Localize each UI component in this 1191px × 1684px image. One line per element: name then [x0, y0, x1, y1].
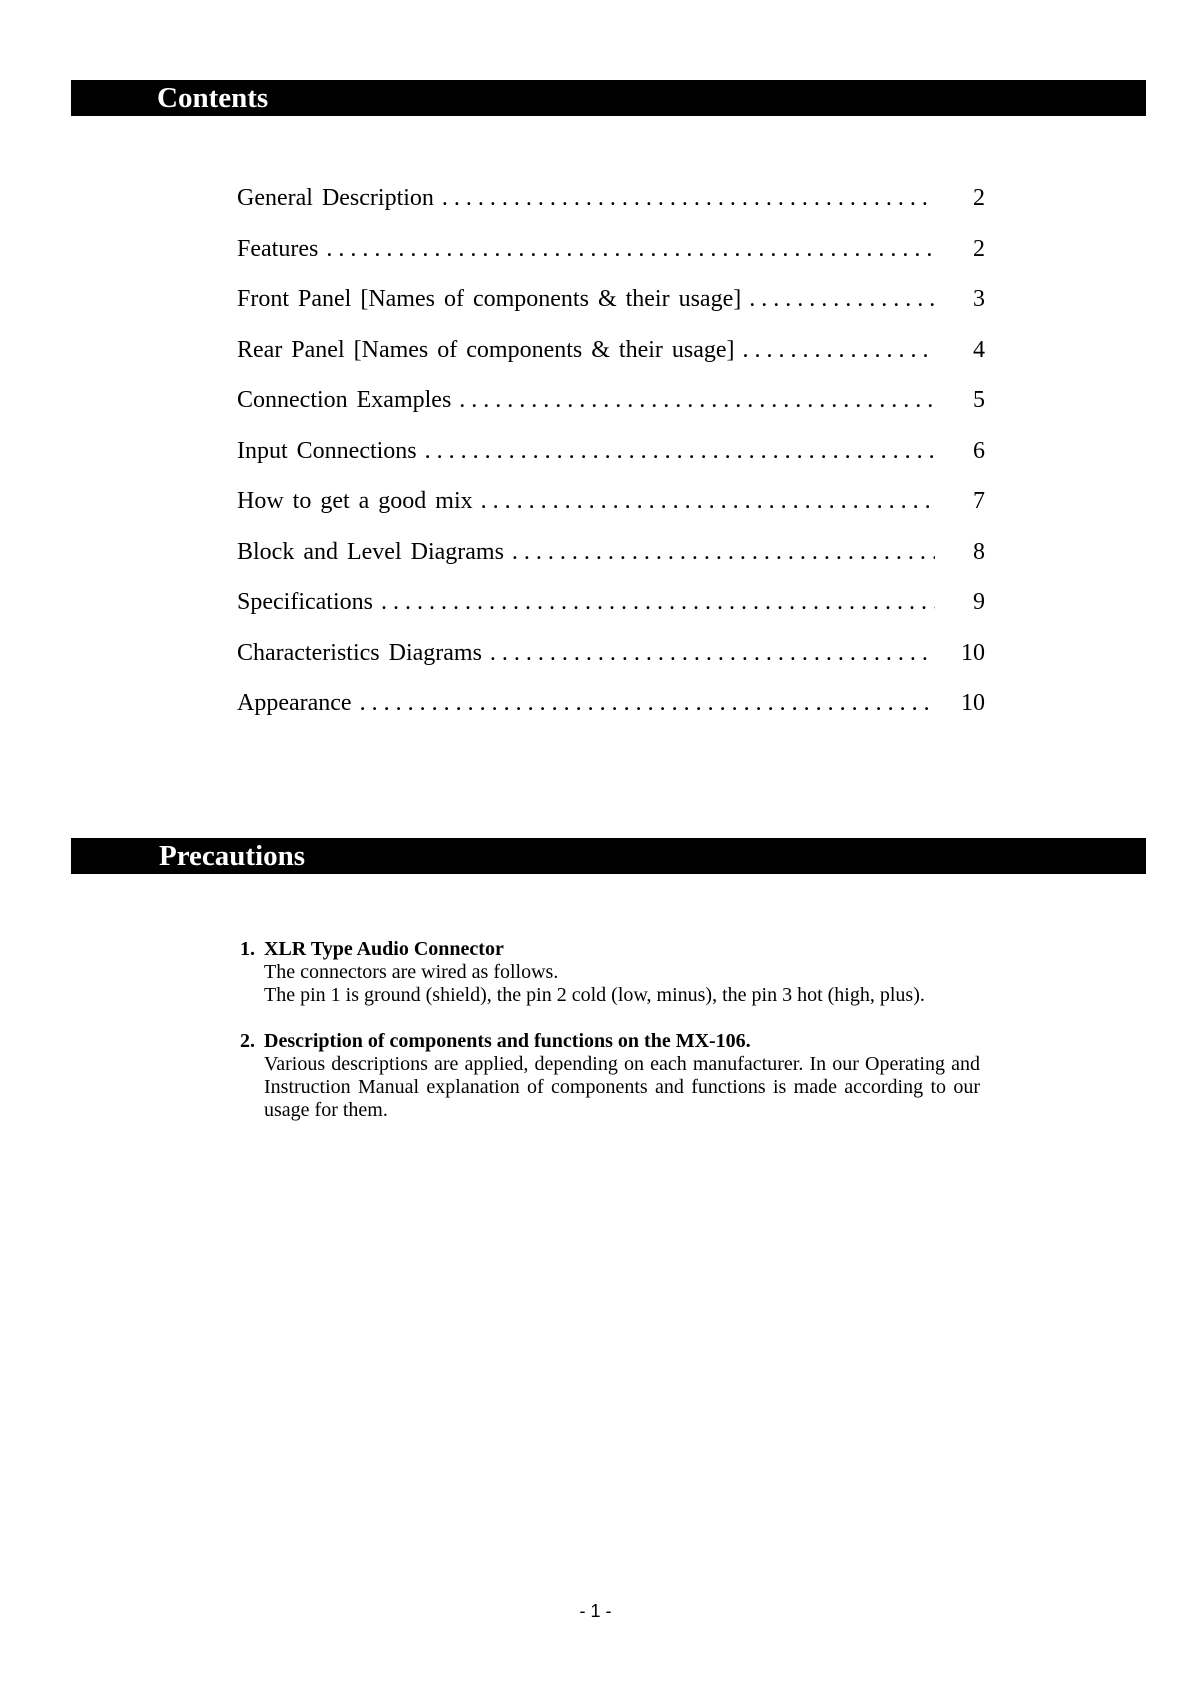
precaution-heading-text: XLR Type Audio Connector	[264, 938, 504, 960]
contents-title: Contents	[157, 82, 269, 114]
precaution-heading	[240, 1030, 980, 1053]
toc-entry-block-level-diagrams[interactable]	[237, 532, 985, 583]
table-of-contents	[237, 178, 985, 734]
precautions-title: Precautions	[159, 840, 306, 872]
toc-entry-page: 10	[961, 639, 985, 666]
toc-dot-leader	[381, 582, 935, 622]
precautions-header-bar	[71, 838, 1146, 874]
toc-entry-title: Appearance	[237, 690, 352, 716]
toc-entry-rear-panel[interactable]	[237, 330, 985, 381]
toc-dot-leader	[481, 481, 935, 521]
toc-dot-leader	[326, 229, 935, 269]
toc-entry-appearance[interactable]	[237, 683, 985, 734]
toc-entry-page: 7	[973, 488, 985, 514]
toc-entry-page: 3	[973, 286, 985, 312]
precaution-body	[240, 961, 980, 1007]
toc-dot-leader	[360, 683, 935, 723]
toc-entry-title: Rear Panel [Names of components & their usage]	[237, 336, 735, 363]
toc-entry-page: 6	[973, 437, 985, 464]
toc-dot-leader	[512, 532, 935, 572]
toc-dot-leader	[749, 279, 935, 319]
toc-entry-features[interactable]	[237, 229, 985, 280]
precautions-list	[240, 938, 980, 1145]
toc-dot-leader	[459, 380, 935, 420]
precaution-number: 2.	[240, 1030, 255, 1052]
toc-entry-title: How to get a good mix	[237, 488, 473, 514]
precaution-heading	[240, 938, 980, 961]
toc-entry-characteristics-diagrams[interactable]	[237, 633, 985, 684]
precaution-item-components	[240, 1030, 980, 1122]
toc-entry-title: Input Connections	[237, 437, 417, 464]
toc-dot-leader	[442, 178, 935, 218]
toc-entry-connection-examples[interactable]	[237, 380, 985, 431]
toc-dot-leader	[425, 431, 935, 471]
toc-entry-title: Block and Level Diagrams	[237, 538, 504, 565]
toc-dot-leader	[743, 330, 935, 370]
toc-entry-specifications[interactable]	[237, 582, 985, 633]
toc-entry-title: Specifications	[237, 589, 373, 615]
toc-entry-title: Features	[237, 235, 319, 262]
contents-header-bar	[71, 80, 1146, 116]
precaution-line: The pin 1 is ground (shield), the pin 2 cold (low, minus), the pin 3 hot (high, plus).	[264, 984, 925, 1006]
precaution-heading-text: Description of components and functions on the MX-106.	[264, 1030, 751, 1052]
toc-entry-page: 2	[973, 235, 985, 262]
toc-entry-title: General Description	[237, 185, 434, 211]
toc-entry-page: 8	[973, 538, 985, 565]
toc-entry-page: 5	[973, 387, 985, 413]
toc-entry-input-connections[interactable]	[237, 431, 985, 482]
precaution-line: The connectors are wired as follows.	[264, 961, 559, 983]
toc-entry-general-description[interactable]	[237, 178, 985, 229]
toc-entry-page: 9	[973, 589, 985, 615]
toc-entry-page: 2	[973, 185, 985, 211]
toc-dot-leader	[490, 633, 935, 673]
precaution-item-xlr	[240, 938, 980, 1007]
toc-entry-title: Front Panel [Names of components & their usage]	[237, 286, 742, 312]
page-number: - 1 -	[579, 1601, 612, 1621]
toc-entry-title: Connection Examples	[237, 387, 452, 413]
toc-entry-good-mix[interactable]	[237, 481, 985, 532]
precaution-paragraph: Various descriptions are applied, depending on each manufacturer. In our Operating and Instruction Manual explanation of components and functions is made according to our usage for them.	[264, 1053, 980, 1121]
toc-entry-front-panel[interactable]	[237, 279, 985, 330]
precaution-number: 1.	[240, 938, 255, 960]
toc-entry-page: 10	[961, 690, 985, 716]
toc-entry-page: 4	[973, 336, 985, 363]
toc-entry-title: Characteristics Diagrams	[237, 639, 482, 666]
